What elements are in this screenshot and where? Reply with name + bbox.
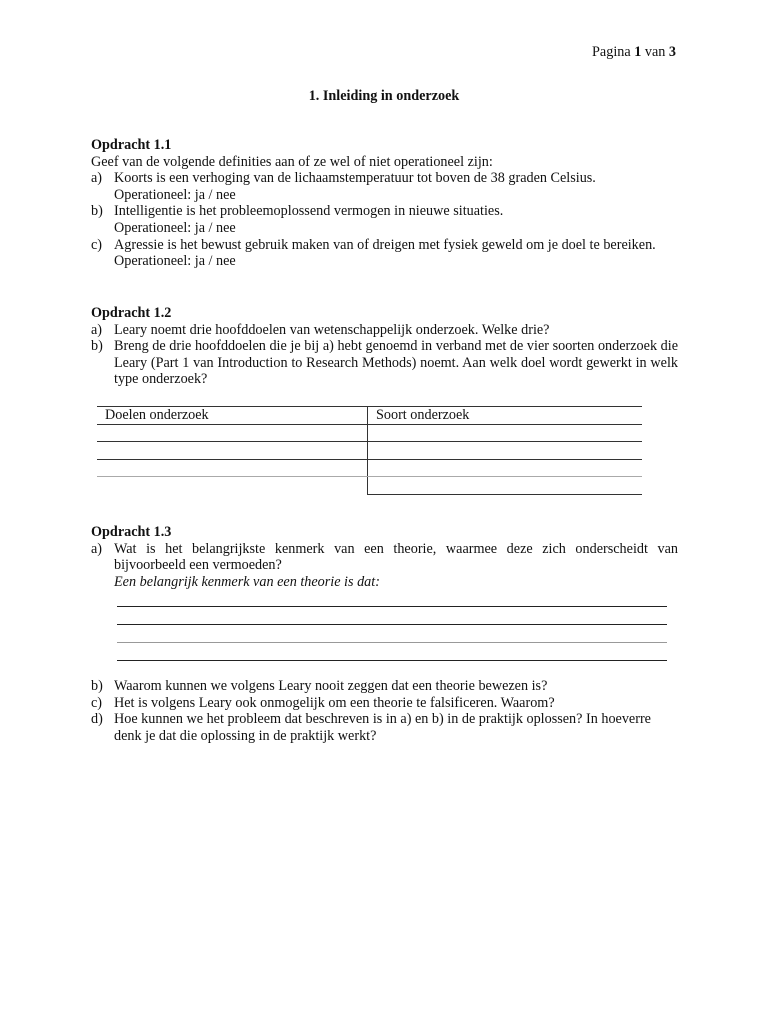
question-item-a <box>91 170 678 187</box>
item-text: Agressie is het bewust gebruik maken van of dreigen met fysiek geweld om je doel te bereiken. <box>114 236 656 253</box>
section-opdracht-1-3 <box>91 524 678 590</box>
item-text: Hoe kunnen we het probleem dat beschreven is in a) en b) in de praktijk oplossen? In hoeverre denk je dat die oplossing in de praktijk werkt? <box>114 711 651 744</box>
item-marker: b) <box>91 678 103 694</box>
table-cell[interactable] <box>97 442 368 460</box>
answer-line[interactable] <box>117 624 667 625</box>
item-marker: d) <box>91 711 103 728</box>
table-row <box>97 424 642 442</box>
table-header-goals: Doelen onderzoek <box>97 407 368 425</box>
section-opdracht-1-2 <box>91 305 678 388</box>
goals-table <box>97 406 642 495</box>
table-cell[interactable] <box>368 459 643 477</box>
item-text: Waarom kunnen we volgens Leary nooit zeggen dat een theorie bewezen is? <box>114 678 548 694</box>
question-item-d <box>91 711 678 744</box>
page-mid: van <box>641 44 669 60</box>
table-cell[interactable] <box>97 459 368 477</box>
item-marker: a) <box>91 540 103 557</box>
question-item-a <box>91 322 678 339</box>
table-header-type: Soort onderzoek <box>368 407 643 425</box>
item-text: Koorts is een verhoging van de lichaamstemperatuur tot boven de 38 graden Celsius. <box>114 170 596 187</box>
question-item-c <box>91 237 678 254</box>
item-marker: b) <box>91 338 103 355</box>
answer-line[interactable] <box>117 660 667 661</box>
table-header-row <box>97 407 642 425</box>
question-item-b <box>91 338 678 388</box>
item-answer: Operationeel: ja / nee <box>114 253 236 270</box>
item-marker: c) <box>91 236 103 253</box>
page-prefix: Pagina <box>592 44 635 60</box>
page-number <box>592 44 676 61</box>
table-cell[interactable] <box>368 477 643 495</box>
item-marker: c) <box>91 694 103 711</box>
item-text: Breng de drie hoofddoelen die je bij a) hebt genoemd in verband met de vier soorten onderzoek die Leary (Part 1 van Introduction to Research Methods) noemt. Aan welk doel wordt gewerkt in welk type onderzoek? <box>114 338 678 388</box>
question-item-b <box>91 678 678 695</box>
section-heading: Opdracht 1.2 <box>91 305 172 321</box>
page-total: 3 <box>668 44 676 60</box>
section-opdracht-1-1 <box>91 137 678 270</box>
item-text: Intelligentie is het probleemoplossend vermogen in nieuwe situaties. <box>114 203 504 220</box>
question-item-c <box>91 695 678 712</box>
table-row <box>97 442 642 460</box>
answer-lines <box>117 606 667 678</box>
section-opdracht-1-3-continued <box>91 678 678 744</box>
item-answer: Operationeel: ja / nee <box>114 186 236 203</box>
answer-prompt: Een belangrijk kenmerk van een theorie is dat: <box>114 573 380 590</box>
question-item-a <box>91 541 678 574</box>
item-marker: b) <box>91 203 103 220</box>
table-cell[interactable] <box>97 477 368 495</box>
table-cell[interactable] <box>368 442 643 460</box>
item-text: Het is volgens Leary ook onmogelijk om een theorie te falsificeren. Waarom? <box>114 694 555 711</box>
item-marker: a) <box>91 321 103 338</box>
document-title: 1. Inleiding in onderzoek <box>308 88 460 104</box>
table-row <box>97 459 642 477</box>
item-marker: a) <box>91 170 103 187</box>
answer-line[interactable] <box>117 642 667 643</box>
section-intro: Geef van de volgende definities aan of ze wel of niet operationeel zijn: <box>91 153 493 170</box>
item-text: Wat is het belangrijkste kenmerk van een theorie, waarmee deze zich onderscheidt van bijvoorbeeld een vermoeden? <box>114 540 678 574</box>
item-answer: Operationeel: ja / nee <box>114 219 236 236</box>
question-item-b <box>91 203 678 220</box>
answer-line[interactable] <box>117 606 667 607</box>
table-cell[interactable] <box>97 424 368 442</box>
page-current: 1 <box>634 44 642 60</box>
section-heading: Opdracht 1.1 <box>91 137 172 153</box>
item-text: Leary noemt drie hoofddoelen van wetenschappelijk onderzoek. Welke drie? <box>114 321 550 338</box>
section-heading: Opdracht 1.3 <box>91 524 172 540</box>
table-row <box>97 477 642 495</box>
table-cell[interactable] <box>368 424 643 442</box>
